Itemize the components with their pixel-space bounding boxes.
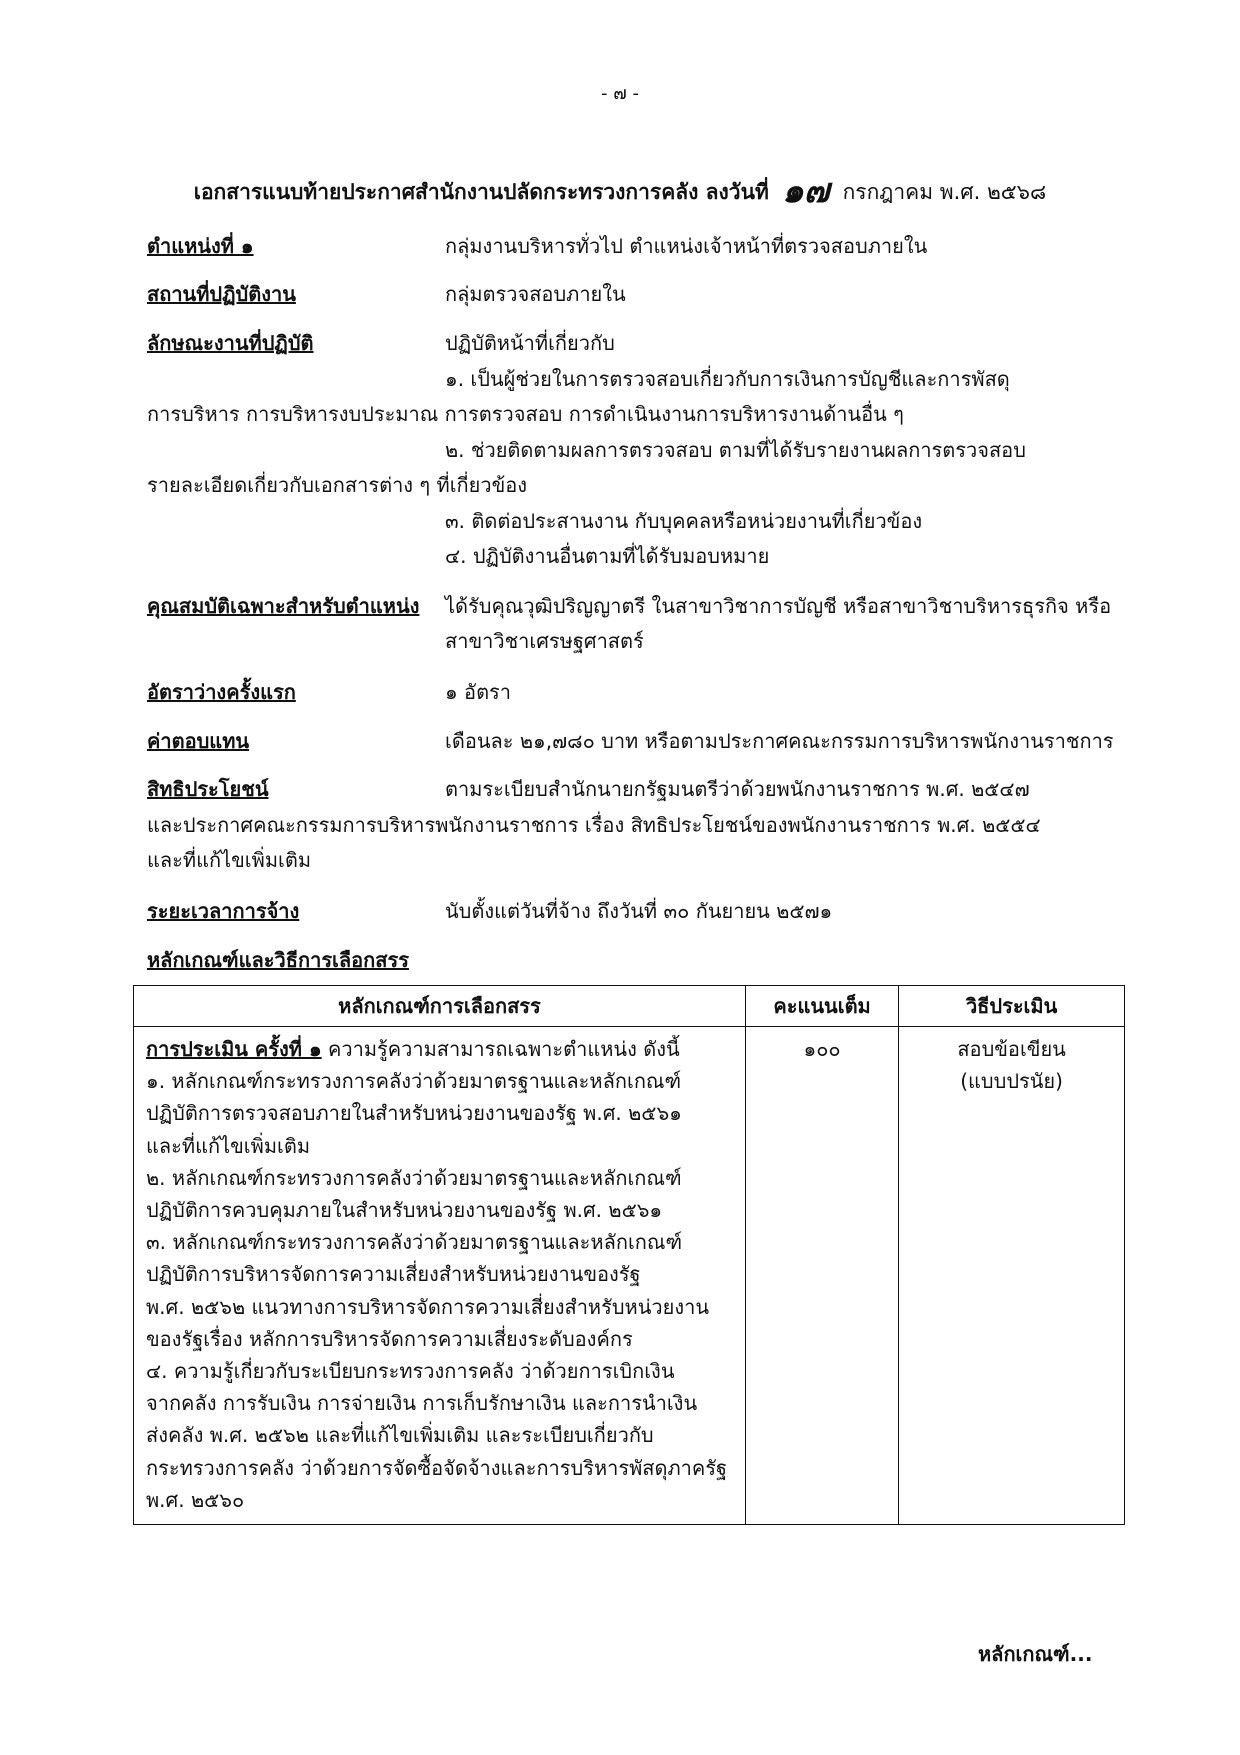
table-header-row (134, 986, 1125, 1027)
method-cell (899, 1027, 1125, 1525)
page-number: - ๗ - (601, 83, 639, 104)
header-prefix: เอกสารแนบท้ายประกาศสำนักงานปลัดกระทรวงการคลัง ลงวันที่ (193, 180, 769, 204)
criteria-line: กระทรวงการคลัง ว่าด้วยการจัดซื้อจัดจ้างและการบริหารพัสดุภาครัฐ (146, 1455, 728, 1480)
period-value: นับตั้งแต่วันที่จ้าง ถึงวันที่ ๓๐ กันยายน ๒๕๗๑ (445, 899, 833, 923)
round-text: ความรู้ความสามารถเฉพาะตำแหน่ง ดังนี้ (321, 1037, 680, 1061)
qualification-label: คุณสมบัติเฉพาะสำหรับตำแหน่ง (147, 594, 420, 618)
criteria-line: จากคลัง การรับเงิน การจ่ายเงิน การเก็บรักษาเงิน และการนำเงิน (146, 1391, 698, 1416)
method-value-b: (แบบปรนัย) (960, 1069, 1063, 1094)
duty-item-1a: ๑. เป็นผู้ช่วยในการตรวจสอบเกี่ยวกับการเงินการบัญชีและการพัสดุ (445, 367, 1010, 391)
header-date-rest: กรกฎาคม พ.ศ. ๒๕๖๘ (842, 180, 1047, 204)
duty-item-4: ๔. ปฏิบัติงานอื่นตามที่ได้รับมอบหมาย (445, 544, 770, 568)
duties-label: ลักษณะงานที่ปฏิบัติ (147, 331, 314, 355)
header-day: ๑๗ (782, 171, 830, 211)
compensation-value: เดือนละ ๒๑,๗๘๐ บาท หรือตามประกาศคณะกรรมการบริหารพนักงานราชการ (445, 729, 1114, 753)
criteria-header: หลักเกณฑ์การเลือกสรร (134, 986, 746, 1027)
round-label: การประเมิน ครั้งที่ ๑ (146, 1037, 322, 1061)
full-score-header: คะแนนเต็ม (745, 986, 898, 1027)
benefits-value-c: และที่แก้ไขเพิ่มเติม (147, 848, 312, 872)
position-label: ตำแหน่งที่ ๑ (147, 234, 254, 258)
selection-heading: หลักเกณฑ์และวิธีการเลือกสรร (147, 948, 409, 972)
criteria-line: ปฏิบัติการตรวจสอบภายในสำหรับหน่วยงานของรัฐ พ.ศ. ๒๕๖๑ (146, 1101, 682, 1126)
duties-value: ปฏิบัติหน้าที่เกี่ยวกับ (445, 331, 615, 355)
period-label: ระยะเวลาการจ้าง (147, 899, 300, 923)
continuation-footer: หลักเกณฑ์... (978, 1642, 1093, 1666)
position-value: กลุ่มงานบริหารทั่วไป ตำแหน่งเจ้าหน้าที่ตรวจสอบภายใน (445, 234, 928, 258)
document-header (0, 160, 1240, 214)
criteria-line: ปฏิบัติการควบคุมภายในสำหรับหน่วยงานของรัฐ พ.ศ. ๒๕๖๑ (146, 1198, 663, 1223)
round-line (146, 1033, 735, 1065)
duty-item-2b: รายละเอียดเกี่ยวกับเอกสารต่าง ๆ ที่เกี่ยวข้อง (147, 473, 528, 497)
table-row (134, 1027, 1125, 1525)
duty-item-1b: การบริหาร การบริหารงบประมาณ การตรวจสอบ การดำเนินงานการบริหารงานด้านอื่น ๆ (147, 402, 904, 426)
qualification-value-a: ได้รับคุณวุฒิปริญญาตรี ในสาขาวิชาการบัญชี หรือสาขาวิชาบริหารธุรกิจ หรือ (445, 594, 1112, 618)
vacancy-label: อัตราว่างครั้งแรก (147, 680, 296, 704)
method-header: วิธีประเมิน (899, 986, 1125, 1027)
benefits-value-a: ตามระเบียบสำนักนายกรัฐมนตรีว่าด้วยพนักงานราชการ พ.ศ. ๒๕๔๗ (445, 777, 1030, 801)
criteria-line: ของรัฐเรื่อง หลักการบริหารจัดการความเสี่ยงระดับองค์กร (146, 1326, 633, 1351)
criteria-line: พ.ศ. ๒๕๖๒ แนวทางการบริหารจัดการความเสี่ยงสำหรับหน่วยงาน (146, 1294, 710, 1319)
criteria-line: ๓. หลักเกณฑ์กระทรวงการคลังว่าด้วยมาตรฐานและหลักเกณฑ์ (146, 1230, 683, 1255)
duty-item-3: ๓. ติดต่อประสานงาน กับบุคคลหรือหน่วยงานที่เกี่ยวข้อง (445, 509, 923, 533)
vacancy-value: ๑ อัตรา (445, 680, 512, 704)
selection-criteria-table (133, 985, 1125, 1525)
full-score-value: ๑๐๐ (803, 1037, 841, 1061)
criteria-cell (134, 1027, 746, 1525)
criteria-line: ๔. ความรู้เกี่ยวกับระเบียบกระทรวงการคลัง ว่าด้วยการเบิกเงิน (146, 1359, 675, 1384)
criteria-line: ๒. หลักเกณฑ์กระทรวงการคลังว่าด้วยมาตรฐานและหลักเกณฑ์ (146, 1165, 682, 1190)
compensation-label: ค่าตอบแทน (147, 729, 250, 753)
criteria-line: ส่งคลัง พ.ศ. ๒๕๖๒ และที่แก้ไขเพิ่มเติม และระเบียบเกี่ยวกับ (146, 1423, 654, 1448)
criteria-line: ๑. หลักเกณฑ์กระทรวงการคลังว่าด้วยมาตรฐานและหลักเกณฑ์ (146, 1069, 682, 1094)
criteria-line: ปฏิบัติการบริหารจัดการความเสี่ยงสำหรับหน่วยงานของรัฐ (146, 1262, 641, 1287)
benefits-label: สิทธิประโยชน์ (147, 777, 269, 801)
workplace-value: กลุ่มตรวจสอบภายใน (445, 282, 626, 306)
qualification-value-b: สาขาวิชาเศรษฐศาสตร์ (445, 629, 644, 653)
benefits-value-b: และประกาศคณะกรรมการบริหารพนักงานราชการ เรื่อง สิทธิประโยชน์ของพนักงานราชการ พ.ศ. ๒๕๕๔ (147, 813, 1041, 837)
score-cell (745, 1027, 898, 1525)
criteria-line: พ.ศ. ๒๕๖๐ (146, 1487, 245, 1512)
criteria-line: และที่แก้ไขเพิ่มเติม (146, 1133, 311, 1158)
workplace-label: สถานที่ปฏิบัติงาน (147, 282, 296, 306)
method-value-a: สอบข้อเขียน (957, 1037, 1066, 1061)
duty-item-2a: ๒. ช่วยติดตามผลการตรวจสอบ ตามที่ได้รับรายงานผลการตรวจสอบ (445, 438, 1026, 462)
